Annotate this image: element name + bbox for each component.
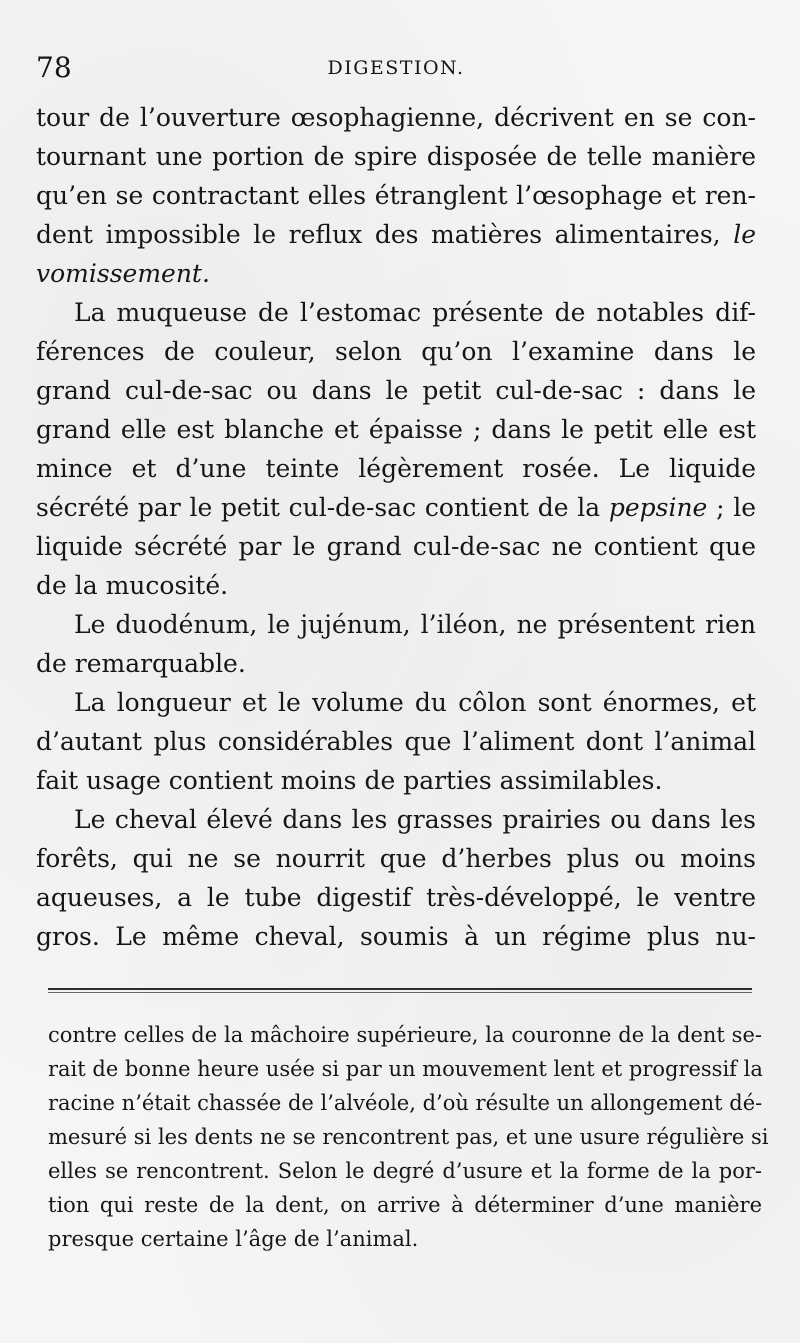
text-line: grand elle est blanche et épaisse ; dans le petit elle est <box>36 415 756 444</box>
text-line: de remarquable. <box>36 649 246 678</box>
footnote-line: elles se rencontrent. Selon le degré d’usure et la forme de la por- <box>48 1159 762 1183</box>
text-line: gros. Le même cheval, soumis à un régime plus nu- <box>36 922 756 951</box>
running-head: DIGESTION. <box>327 57 465 79</box>
footnote-divider <box>48 988 752 990</box>
text-line: qu’en se contractant elles étranglent l’œsophage et ren- <box>36 181 756 210</box>
text-line: férences de couleur, selon qu’on l’examine dans le <box>36 337 756 366</box>
footnote-line: presque certaine l’âge de l’animal. <box>48 1227 419 1251</box>
text-line: d’autant plus considérables que l’aliment dont l’animal <box>36 727 756 756</box>
text-line: de la mucosité. <box>36 571 229 600</box>
footnote-line: rait de bonne heure usée si par un mouvement lent et progressif la <box>48 1057 763 1081</box>
text-line <box>36 254 756 293</box>
text-line: La longueur et le volume du côlon sont énormes, et <box>74 688 756 717</box>
text-line: Le cheval élevé dans les grasses prairies ou dans les <box>74 805 756 834</box>
italic-text: pepsine <box>608 493 708 522</box>
text-line: aqueuses, a le tube digestif très-développé, le ventre <box>36 883 756 912</box>
footnote-divider-secondary <box>48 992 752 993</box>
text-fragment: sécrété par le petit cul-de-sac contient de la <box>36 493 609 522</box>
footnote <box>48 1018 769 1256</box>
italic-text: le <box>733 220 756 249</box>
text-line: tour de l’ouverture œsophagienne, décrivent en se con- <box>36 103 756 132</box>
page-number: 78 <box>36 51 72 84</box>
footnote-line: racine n’était chassée de l’alvéole, d’où résulte un allongement dé- <box>48 1091 763 1115</box>
footnote-line: mesuré si les dents ne se rencontrent pas, et une usure régulière si <box>48 1125 769 1149</box>
page-header <box>36 48 756 88</box>
text-fragment: dent impossible le reflux des matières alimentaires, <box>36 220 734 249</box>
text-line <box>36 215 756 254</box>
main-text <box>36 98 756 956</box>
footnote-line: tion qui reste de la dent, on arrive à déterminer d’une manière <box>48 1193 762 1217</box>
text-line: forêts, qui ne se nourrit que d’herbes plus ou moins <box>36 844 756 873</box>
text-line: liquide sécrété par le grand cul-de-sac ne contient que <box>36 532 756 561</box>
text-line <box>36 488 756 527</box>
text-line: mince et d’une teinte légèrement rosée. Le liquide <box>36 454 756 483</box>
text-line: tournant une portion de spire disposée de telle manière <box>36 142 756 171</box>
italic-text: vomissement. <box>36 259 210 288</box>
text-line: Le duodénum, le jujénum, l’iléon, ne présentent rien <box>74 610 756 639</box>
text-line: fait usage contient moins de parties assimilables. <box>36 766 663 795</box>
text-line: grand cul-de-sac ou dans le petit cul-de-sac : dans le <box>36 376 756 405</box>
footnote-line: contre celles de la mâchoire supérieure, la couronne de la dent se- <box>48 1023 762 1047</box>
text-fragment: ; le <box>707 493 757 522</box>
text-line: La muqueuse de l’estomac présente de notables dif- <box>74 298 756 327</box>
